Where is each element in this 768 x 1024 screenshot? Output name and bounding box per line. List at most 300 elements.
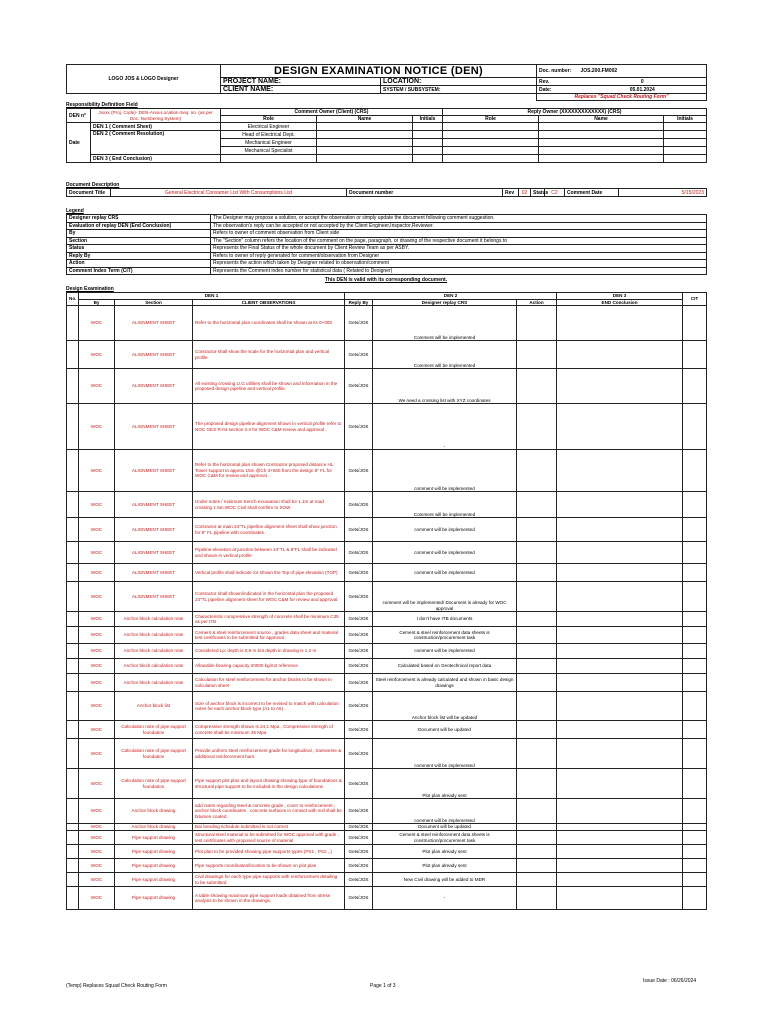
section-cell: Calculation note of pipe support foundation xyxy=(115,769,193,799)
designer-crs-cell: Comment will be implemented xyxy=(373,492,517,518)
examination-row xyxy=(67,582,707,612)
legend-term: By xyxy=(67,230,211,238)
examination-row xyxy=(67,674,707,692)
row-number-cell xyxy=(67,859,79,873)
examination-row xyxy=(67,824,707,831)
section-cell: ALIGNMENT SHEET xyxy=(115,369,193,404)
action-cell xyxy=(517,542,557,564)
action-cell xyxy=(517,721,557,739)
reply-by-cell: Gets/JOS xyxy=(345,831,373,845)
reply-by-cell: Gets/JOS xyxy=(345,612,373,627)
action-cell xyxy=(517,564,557,582)
no-header: No. xyxy=(67,293,79,306)
responsibility-table xyxy=(66,108,707,163)
examination-row xyxy=(67,887,707,910)
reply-by-cell: Gets/JOS xyxy=(345,564,373,582)
observation-cell: Provide uniform steel reinforcement grade for longitudinal , transverse & additional reinforcement bars xyxy=(193,739,345,769)
section-cell: ALIGNMENT SHEET xyxy=(115,582,193,612)
observation-cell: Size of anchor block is incorrect to be revised to match with calculation notes for each anchor block type (A1 to A5) . xyxy=(193,692,345,721)
observation-cell: Refer to the horizontal plan shown Contractor proposed distance HL Tower support to approx 15m @Ch 3+560 from the design 8" FL for WOC C&M for review and approval . xyxy=(193,450,345,492)
reply-name-header: Name xyxy=(539,116,664,123)
rev-field-label: Rev xyxy=(503,189,519,197)
section-cell: Anchor block drawing xyxy=(115,824,193,831)
end-conclusion-cell xyxy=(557,542,683,564)
status-value: C2 xyxy=(545,189,565,197)
cit-cell xyxy=(683,306,707,341)
reply-role-header: Role xyxy=(443,116,539,123)
by-cell: WOC xyxy=(79,824,115,831)
by-cell: WOC xyxy=(79,859,115,873)
examination-row xyxy=(67,542,707,564)
action-cell xyxy=(517,859,557,873)
doc-title-label: Document Title xyxy=(67,189,111,197)
reply-by-cell: Gets/JOS xyxy=(345,845,373,859)
role-cell: Mechanical Engineer xyxy=(221,139,317,147)
by-cell: WOC xyxy=(79,450,115,492)
row-number-cell xyxy=(67,644,79,659)
by-cell: WOC xyxy=(79,404,115,450)
legend-term: Comment Index Term (CIT) xyxy=(67,267,211,275)
den-number-code: Jxxxx (Proj. Code)- DEN-Area-Location-Seq. no. (as per Doc. Numbering System) xyxy=(91,109,221,123)
cit-cell xyxy=(683,674,707,692)
by-cell: WOC xyxy=(79,582,115,612)
reply-by-cell: Gets/JOS xyxy=(345,542,373,564)
end-conclusion-cell xyxy=(557,612,683,627)
designer-crs-header: Designer replay CRS xyxy=(373,299,517,306)
examination-row xyxy=(67,369,707,404)
designer-crs-cell: Plot plan already sent xyxy=(373,769,517,799)
row-number-cell xyxy=(67,612,79,627)
reply-by-cell: Gets/JOS xyxy=(345,859,373,873)
designer-crs-cell: Document will be updated xyxy=(373,721,517,739)
end-conclusion-cell xyxy=(557,564,683,582)
section-cell: Anchor block calculation note xyxy=(115,612,193,627)
by-cell: WOC xyxy=(79,659,115,674)
den3-label: DEN 3 ( End Conclusion) xyxy=(91,155,221,163)
cit-cell xyxy=(683,721,707,739)
observation-cell: Bar bending schedule submitted is not correct xyxy=(193,824,345,831)
responsibility-title: Responsibility Definition Field xyxy=(66,102,138,108)
examination-row xyxy=(67,306,707,341)
system-label: SYSTEM / SUBSYSTEM: xyxy=(381,86,537,94)
footer-page-number: Page 1 of 3 xyxy=(370,983,396,989)
examination-row xyxy=(67,769,707,799)
section-cell: ALIGNMENT SHEET xyxy=(115,564,193,582)
row-number-cell xyxy=(67,492,79,518)
row-number-cell xyxy=(67,404,79,450)
footer-left: (Temp) Replaces Squad Check Routing Form xyxy=(66,983,167,989)
by-cell: WOC xyxy=(79,492,115,518)
reply-by-cell: Gets/JOS xyxy=(345,582,373,612)
legend-term: Action xyxy=(67,260,211,268)
section-cell: ALIGNMENT SHEET xyxy=(115,492,193,518)
observation-cell: Pipe supports coordinates/location to be shown on plot plan xyxy=(193,859,345,873)
by-cell: WOC xyxy=(79,692,115,721)
designer-crs-cell: Plot plan already sent xyxy=(373,845,517,859)
designer-crs-cell: comment will be implemented xyxy=(373,542,517,564)
action-cell xyxy=(517,845,557,859)
by-cell: WOC xyxy=(79,674,115,692)
end-conclusion-cell xyxy=(557,582,683,612)
cit-cell xyxy=(683,845,707,859)
role-header: Role xyxy=(221,116,317,123)
row-number-cell xyxy=(67,542,79,564)
designer-crs-cell: comment will be implemented xyxy=(373,518,517,542)
end-conclusion-cell xyxy=(557,824,683,831)
end-conclusion-cell xyxy=(557,644,683,659)
examination-row xyxy=(67,845,707,859)
designer-crs-cell: Calculated based on Geotechnical report data xyxy=(373,659,517,674)
designer-crs-cell: comment will be implemented xyxy=(373,739,517,769)
designer-crs-cell: Document will be updated xyxy=(373,824,517,831)
cit-header: CIT xyxy=(683,293,707,306)
cit-cell xyxy=(683,887,707,910)
designer-crs-cell: comment will be implemented xyxy=(373,799,517,824)
cit-cell xyxy=(683,612,707,627)
den2-header: DEN 2 xyxy=(345,293,557,300)
legend-desc: Refers to owner of comment observation from Client side xyxy=(211,230,707,238)
row-number-cell xyxy=(67,341,79,369)
reply-by-cell: Gets/JOS xyxy=(345,799,373,824)
designer-crs-cell: Steel reinforcement is already calculated and shown in basic design drawings xyxy=(373,674,517,692)
legend-desc: Represents the action which taken by Designer related to observation/comment xyxy=(211,260,707,268)
examination-row xyxy=(67,873,707,887)
examination-row xyxy=(67,612,707,627)
action-cell xyxy=(517,799,557,824)
by-cell: WOC xyxy=(79,887,115,910)
client-name-label: CLIENT NAME: xyxy=(221,86,381,94)
action-cell xyxy=(517,306,557,341)
designer-crs-cell: - xyxy=(373,404,517,450)
section-cell: Pipe support drawing xyxy=(115,845,193,859)
cit-cell xyxy=(683,859,707,873)
designer-crs-cell: I don't have ITB documents xyxy=(373,612,517,627)
section-cell: Anchor block calculation note xyxy=(115,644,193,659)
row-number-cell xyxy=(67,564,79,582)
rev-field-value: 02 xyxy=(519,189,531,197)
row-number-cell xyxy=(67,306,79,341)
examination-row xyxy=(67,644,707,659)
by-cell: WOC xyxy=(79,369,115,404)
comment-date-label: Comment Date xyxy=(565,189,619,197)
cit-cell xyxy=(683,799,707,824)
by-cell: WOC xyxy=(79,799,115,824)
status-label: Status xyxy=(531,189,545,197)
by-cell: WOC xyxy=(79,341,115,369)
legend-term: Designer replay CRS xyxy=(67,215,211,223)
row-number-cell xyxy=(67,674,79,692)
observation-cell: add notes regarding steel & concrete grade , cover to reinforcement , anchor block coordinates , concrete surfaces in contact with soil shall be bitumen coated . xyxy=(193,799,345,824)
action-cell xyxy=(517,582,557,612)
end-conclusion-cell xyxy=(557,769,683,799)
client-observations-header: CLIENT OBSERVATIONS xyxy=(193,299,345,306)
doc-title-value: General Electrical Consumer List With Consumptions List xyxy=(111,189,347,197)
section-cell: Calculation note of pipe support foundation xyxy=(115,739,193,769)
cit-cell xyxy=(683,341,707,369)
by-cell: WOC xyxy=(79,845,115,859)
examination-row xyxy=(67,404,707,450)
observation-cell: Compressive strength shown is 24,1 Mpa , Compressive strength of concrete shall be minimum 35 Mpa xyxy=(193,721,345,739)
action-cell xyxy=(517,404,557,450)
design-examination-table xyxy=(66,292,707,910)
reply-by-cell: Gets/JOS xyxy=(345,674,373,692)
cit-cell xyxy=(683,627,707,644)
observation-cell: The proposed design pipeline alignment shown in vertical profile refer to NOC GES R-04 section 3.3 for WOC C&M review and approval . xyxy=(193,404,345,450)
examination-row xyxy=(67,518,707,542)
reply-by-cell: Gets/JOS xyxy=(345,306,373,341)
action-cell xyxy=(517,450,557,492)
legend-term: Section xyxy=(67,237,211,245)
legend-table xyxy=(66,214,707,275)
cit-cell xyxy=(683,564,707,582)
header-table xyxy=(66,64,707,101)
legend-desc: Refers to owner of reply generated for comment/observation from Designer xyxy=(211,252,707,260)
section-cell: Pipe support drawing xyxy=(115,873,193,887)
action-cell xyxy=(517,674,557,692)
comment-owner-header: Comment Owner (Client) (CRS) xyxy=(221,109,443,116)
reply-by-cell: Gets/JOS xyxy=(345,627,373,644)
end-conclusion-cell xyxy=(557,739,683,769)
designer-crs-cell: comment will be implemented xyxy=(373,564,517,582)
examination-row xyxy=(67,492,707,518)
action-cell xyxy=(517,644,557,659)
document-title: DESIGN EXAMINATION NOTICE (DEN) xyxy=(221,65,537,78)
document-description-title: Document Description xyxy=(66,182,120,188)
designer-crs-cell: New Civil drawing will be added to MDR xyxy=(373,873,517,887)
reply-by-cell: Gets/JOS xyxy=(345,450,373,492)
row-number-cell xyxy=(67,692,79,721)
action-cell xyxy=(517,824,557,831)
end-conclusion-cell xyxy=(557,369,683,404)
row-number-cell xyxy=(67,518,79,542)
by-cell: WOC xyxy=(79,306,115,341)
action-header: Action xyxy=(517,299,557,306)
end-conclusion-header: END Conclusion xyxy=(557,299,683,306)
row-number-cell xyxy=(67,799,79,824)
doc-number-label: Doc. number: xyxy=(537,65,579,78)
observation-cell: Vertical profile shall indicate /or shown the Top of pipe elevation (TOP) xyxy=(193,564,345,582)
cit-cell xyxy=(683,824,707,831)
by-cell: WOC xyxy=(79,769,115,799)
observation-cell: Structural steel material to be submitted for WOC approval with grade , test certificates with proposed source of material xyxy=(193,831,345,845)
replaces-note: Replaces "Squad Check Routing Form" xyxy=(537,94,707,101)
designer-crs-cell: We need a crossing list with XYZ coordinates xyxy=(373,369,517,404)
observation-cell: All existing crossing U.G utilities shall be shown and information in the proposed design pipeline and vertical profile. xyxy=(193,369,345,404)
by-cell: WOC xyxy=(79,739,115,769)
designer-crs-cell: comment will be implemented/ Document is already for WOC approval xyxy=(373,582,517,612)
reply-by-cell: Gets/JOS xyxy=(345,873,373,887)
designer-crs-cell: comment will be implemented xyxy=(373,644,517,659)
row-number-cell xyxy=(67,627,79,644)
observation-cell: Characteristic compressive strength of concrete shall be minimum C35 as per ITB xyxy=(193,612,345,627)
legend-desc: Represents the Final Status of the whole document by Client Review Team as per ASBY. xyxy=(211,245,707,253)
end-conclusion-cell xyxy=(557,721,683,739)
observation-cell: Pipeline elevation at junction between 24"TL & 8"FL shall be indicated and shown in vertical profile xyxy=(193,542,345,564)
by-cell: WOC xyxy=(79,564,115,582)
doc-number-value: JOS.200.FM002 xyxy=(579,65,707,78)
valid-note: This DEN is valid with its corresponding document. xyxy=(324,277,448,283)
reply-by-header: Reply By xyxy=(345,299,373,306)
reply-by-cell: Gets/JOS xyxy=(345,769,373,799)
location-label: LOCATION: xyxy=(381,78,537,86)
action-cell xyxy=(517,769,557,799)
reply-by-cell: Gets/JOS xyxy=(345,692,373,721)
row-number-cell xyxy=(67,769,79,799)
action-cell xyxy=(517,369,557,404)
section-header: Section xyxy=(115,299,193,306)
legend-term: Reply By xyxy=(67,252,211,260)
cit-cell xyxy=(683,582,707,612)
design-examination-title: Design Examination xyxy=(66,286,114,292)
cit-cell xyxy=(683,644,707,659)
rev-value: 0 xyxy=(579,78,707,86)
row-number-cell xyxy=(67,450,79,492)
examination-row xyxy=(67,859,707,873)
section-cell: Anchor block drawing xyxy=(115,799,193,824)
by-cell: WOC xyxy=(79,831,115,845)
section-cell: Pipe support drawing xyxy=(115,887,193,910)
section-cell: ALIGNMENT SHEET xyxy=(115,450,193,492)
examination-row xyxy=(67,341,707,369)
examination-row xyxy=(67,692,707,721)
action-cell xyxy=(517,887,557,910)
end-conclusion-cell xyxy=(557,627,683,644)
cit-cell xyxy=(683,542,707,564)
end-conclusion-cell xyxy=(557,659,683,674)
section-cell: Anchor block calculation note xyxy=(115,674,193,692)
footer-issue-date: Issue Date : 06/26/2024 xyxy=(643,978,697,984)
cit-cell xyxy=(683,831,707,845)
reply-by-cell: Gets/JOS xyxy=(345,341,373,369)
legend-term: Status xyxy=(67,245,211,253)
end-conclusion-cell xyxy=(557,341,683,369)
examination-row xyxy=(67,564,707,582)
cit-cell xyxy=(683,692,707,721)
observation-cell: Pipe support plot plan and layout drawing showing type of foundations & structural pipe support to be included in the design calculations xyxy=(193,769,345,799)
den1-header: DEN 1 xyxy=(79,293,345,300)
by-cell: WOC xyxy=(79,518,115,542)
end-conclusion-cell xyxy=(557,450,683,492)
role-cell: Electrical Engineer xyxy=(221,123,317,131)
end-conclusion-cell xyxy=(557,873,683,887)
section-cell: ALIGNMENT SHEET xyxy=(115,518,193,542)
reply-by-cell: Gets/JOS xyxy=(345,824,373,831)
reply-by-cell: Gets/JOS xyxy=(345,721,373,739)
rev-label: Rev. xyxy=(537,78,579,86)
cit-cell xyxy=(683,739,707,769)
reply-by-cell: Gets/JOS xyxy=(345,887,373,910)
cit-cell xyxy=(683,873,707,887)
cit-cell xyxy=(683,769,707,799)
by-cell: WOC xyxy=(79,612,115,627)
observation-cell: Contractor shall shown/indicated in the horizontal plan the proposed 24"TL pipeline alignment sheet for WOC C&M for review and approval xyxy=(193,582,345,612)
action-cell xyxy=(517,831,557,845)
action-cell xyxy=(517,739,557,769)
by-cell: WOC xyxy=(79,721,115,739)
cit-cell xyxy=(683,518,707,542)
action-cell xyxy=(517,492,557,518)
by-cell: WOC xyxy=(79,542,115,564)
logo-text: LOGO JOS & LOGO Designer xyxy=(67,65,221,94)
section-cell: ALIGNMENT SHEET xyxy=(115,542,193,564)
reply-by-cell: Gets/JOS xyxy=(345,644,373,659)
end-conclusion-cell xyxy=(557,518,683,542)
end-conclusion-cell xyxy=(557,492,683,518)
role-cell: Head of Electrical Dept. xyxy=(221,131,317,139)
legend-desc: The Designer may propose a solution, or accept the observation or simply update the document following comment suggestion. xyxy=(211,215,707,223)
examination-row xyxy=(67,831,707,845)
examination-rows xyxy=(67,306,707,910)
designer-crs-cell: Comment will be implemented xyxy=(373,341,517,369)
action-cell xyxy=(517,612,557,627)
initials-header: Initials xyxy=(413,116,443,123)
section-cell: Anchor block calculation note xyxy=(115,659,193,674)
designer-crs-cell: Comment will be implemented xyxy=(373,306,517,341)
designer-crs-cell: Cement & steel reinforcement data sheets is construction/procurement task xyxy=(373,627,517,644)
legend-desc: The observation's reply can be accepted or not accepted by the Client Engineer,Inspector,Reviewer. xyxy=(211,222,707,230)
row-number-cell xyxy=(67,369,79,404)
examination-row xyxy=(67,721,707,739)
cit-cell xyxy=(683,369,707,404)
section-cell: ALIGNMENT SHEET xyxy=(115,341,193,369)
action-cell xyxy=(517,873,557,887)
reply-by-cell: Gets/JOS xyxy=(345,659,373,674)
action-cell xyxy=(517,341,557,369)
row-number-cell xyxy=(67,721,79,739)
row-number-cell xyxy=(67,659,79,674)
row-number-cell xyxy=(67,873,79,887)
section-cell: Anchor block list xyxy=(115,692,193,721)
role-cell: Mechanical Specialist xyxy=(221,147,317,155)
section-cell: Pipe support drawing xyxy=(115,831,193,845)
observation-cell: Plot plan to be provided showing pipe supports types (PS1 , PS2 ,,) xyxy=(193,845,345,859)
row-number-cell xyxy=(67,582,79,612)
observation-cell: A table showing maximum pipe support loads obtained from stress analysis to be shown in the drawings. xyxy=(193,887,345,910)
date-row-label: Date xyxy=(67,123,91,163)
doc-number-field-label: Document number xyxy=(347,189,503,197)
end-conclusion-cell xyxy=(557,799,683,824)
end-conclusion-cell xyxy=(557,692,683,721)
row-number-cell xyxy=(67,831,79,845)
cit-cell xyxy=(683,659,707,674)
row-number-cell xyxy=(67,887,79,910)
designer-crs-cell: - xyxy=(373,887,517,910)
name-header: Name xyxy=(317,116,413,123)
by-cell: WOC xyxy=(79,627,115,644)
designer-crs-cell: comment will be implemented xyxy=(373,450,517,492)
legend-desc: The "Section" column refers the location of the comment on the page, paragraph, or drawing of the respective document it belongs to xyxy=(211,237,707,245)
examination-row xyxy=(67,627,707,644)
date-label: Date: xyxy=(537,86,579,94)
reply-by-cell: Gets/JOS xyxy=(345,739,373,769)
den3-header: DEN 3 xyxy=(557,293,683,300)
action-cell xyxy=(517,518,557,542)
cit-cell xyxy=(683,404,707,450)
observation-cell: Civil drawings for each type pipe supports with reinforcement detailing to be submitted xyxy=(193,873,345,887)
action-cell xyxy=(517,692,557,721)
observation-cell: Considered Lp: depth is 0,9 m but depth in drawing is 1.2 m xyxy=(193,644,345,659)
designer-crs-cell: Anchor block list will be updated xyxy=(373,692,517,721)
reply-by-cell: Gets/JOS xyxy=(345,369,373,404)
end-conclusion-cell xyxy=(557,845,683,859)
cit-cell xyxy=(683,450,707,492)
examination-row xyxy=(67,659,707,674)
examination-row xyxy=(67,450,707,492)
section-cell: ALIGNMENT SHEET xyxy=(115,306,193,341)
den-number-label: DEN n° xyxy=(67,109,91,123)
legend-term: Evaluation of replay DEN (End Conclusion) xyxy=(67,222,211,230)
action-cell xyxy=(517,627,557,644)
